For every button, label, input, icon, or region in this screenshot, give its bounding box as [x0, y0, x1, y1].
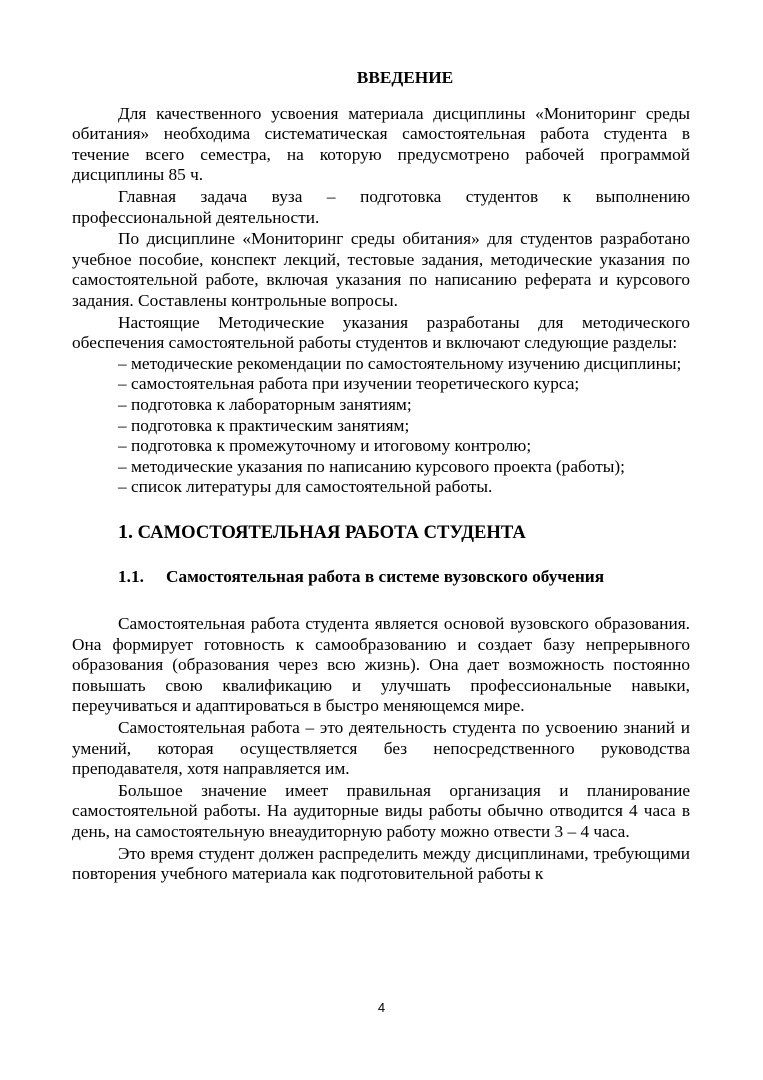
- subsection-number: 1.1.: [118, 567, 144, 587]
- list-item: – подготовка к лабораторным занятиям;: [118, 394, 412, 414]
- list-item: – самостоятельная работа при изучении теоретического курса;: [118, 374, 580, 394]
- page-title: ВВЕДЕНИЕ: [356, 68, 454, 87]
- page-number: 4: [377, 1000, 386, 1015]
- list-item: – подготовка к промежуточному и итоговому контролю;: [118, 436, 532, 456]
- chapter-number: 1.: [118, 520, 133, 543]
- intro-paragraph: Настоящие Методические указания разработаны для методического обеспечения самостоятельной работы студентов и включают следующие разделы:: [72, 312, 690, 353]
- sections-list: [72, 354, 690, 498]
- list-item: – подготовка к практическим занятиям;: [118, 415, 410, 435]
- chapter-title: САМОСТОЯТЕЛЬНАЯ РАБОТА СТУДЕНТА: [137, 521, 526, 543]
- body-paragraph: Самостоятельная работа студента является основой вузовского образования. Она формирует готовность к самообразованию и создает базу непрерывного образования (образования через всю жизнь). Она дает возможность постоянно повышать свою квалификацию и улучшать профессиональные навыки, переучиваться и адаптироваться в быстро меняющемся мире.: [72, 614, 690, 716]
- chapter-heading: [118, 522, 690, 544]
- list-item: – список литературы для самостоятельной работы.: [118, 477, 493, 497]
- intro-paragraph: Главная задача вуза – подготовка студентов к выполнению профессиональной деятельности.: [72, 186, 690, 227]
- list-item: – методические указания по написанию курсового проекта (работы);: [118, 456, 625, 476]
- body-paragraph: Это время студент должен распределить между дисциплинами, требующими повторения учебного материала как подготовительной работы к: [72, 843, 690, 884]
- body-paragraph: Большое значение имеет правильная организация и планирование самостоятельной работы. На аудиторные виды работы обычно отводится 4 часа в день, на самостоятельную внеаудиторную работу можно отвести 3 – 4 часа.: [72, 780, 690, 841]
- document-page: [72, 68, 690, 885]
- body-paragraph: Самостоятельная работа – это деятельность студента по усвоению знаний и умений, которая осуществляется без непосредственного руководства преподавателя, хотя направляется им.: [72, 718, 690, 779]
- intro-paragraph: Для качественного усвоения материала дисциплины «Мониторинг среды обитания» необходима систематическая самостоятельная работа студента в течение всего семестра, на которую предусмотрено рабочей программой дисциплины 85 ч.: [72, 103, 690, 185]
- list-item: – методические рекомендации по самостоятельному изучению дисциплины;: [118, 353, 682, 373]
- subsection-title: Самостоятельная работа в системе вузовского обучения: [166, 567, 605, 587]
- subsection-heading: [118, 567, 690, 588]
- intro-paragraph: По дисциплине «Мониторинг среды обитания» для студентов разработано учебное пособие, конспект лекций, тестовые задания, методические указания по самостоятельной работе, включая указания по написанию реферата и курсового задания. Составлены контрольные вопросы.: [72, 229, 690, 310]
